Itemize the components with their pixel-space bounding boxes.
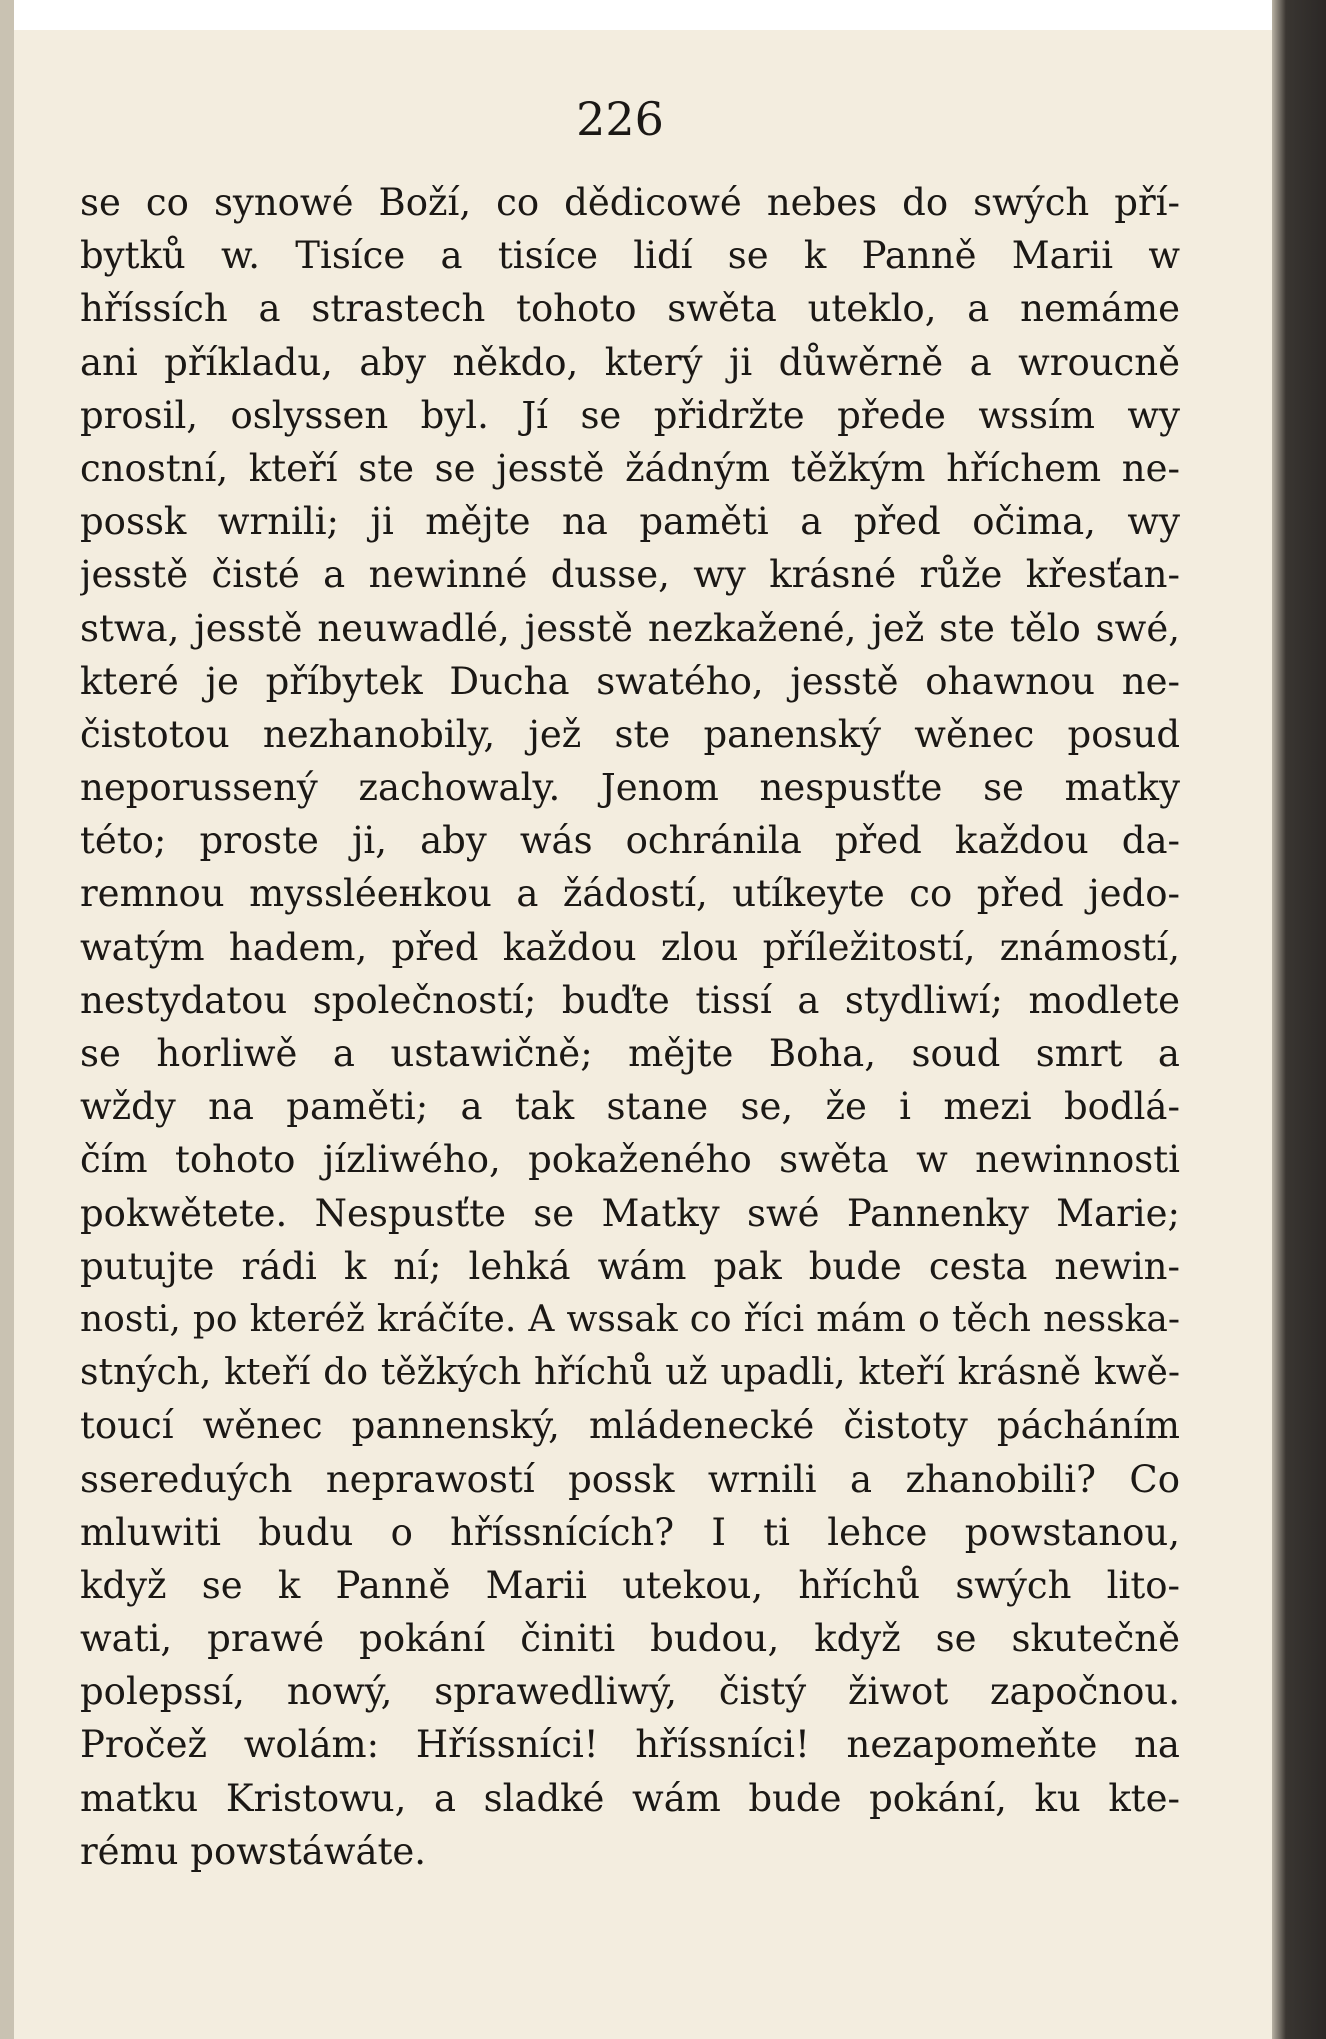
text-line: pokwětete. Nespusťte se Matky swé Pannenky Marie; bbox=[80, 1191, 1180, 1235]
text-line: hříssích a strastech tohoto swěta uteklo, a nemáme bbox=[80, 287, 1180, 331]
text-line: se horliwě a ustawičně; mějte Boha, soud smrt a bbox=[80, 1032, 1180, 1075]
text-line: ani příkladu, aby někdo, který ji důwěrně a wroucně bbox=[80, 340, 1180, 384]
text-line: čistotou nezhanobily, jež ste panenský wěnec posud bbox=[80, 712, 1180, 756]
text-line: wždy na paměti; a tak stane se, že i mezi bodlá- bbox=[80, 1085, 1180, 1129]
text-line: toucí wěnec pannenský, mládenecké čistoty pácháním bbox=[80, 1404, 1180, 1448]
scan-top-margin bbox=[0, 0, 1326, 30]
text-line: wati, prawé pokání činiti budou, když se skutečně bbox=[80, 1617, 1180, 1661]
text-line: ssereduých neprawostí possk wrnili a zhanobili? Co bbox=[80, 1457, 1180, 1501]
text-line: matku Kristowu, a sladké wám bude pokání, ku kte- bbox=[80, 1776, 1180, 1820]
text-line: této; proste ji, aby wás ochránila před každou da- bbox=[80, 819, 1180, 863]
body-text bbox=[80, 176, 1180, 1878]
text-line: jesstě čisté a newinné dusse, wy krásné růže křesťan- bbox=[80, 553, 1180, 597]
text-line: possk wrnili; ji mějte na paměti a před očima, wy bbox=[80, 500, 1180, 544]
text-line: když se k Panně Marii utekou, hříchů swých lito- bbox=[80, 1563, 1180, 1607]
text-line: putujte rádi k ní; lehká wám pak bude cesta newin- bbox=[80, 1244, 1180, 1288]
text-line: watým hadem, před každou zlou příležitostí, známostí, bbox=[80, 925, 1180, 969]
text-line: nestydatou společností; buďte tissí a stydliwí; modlete bbox=[80, 978, 1180, 1022]
text-line: stwa, jesstě neuwadlé, jesstě nezkažené, jež ste tělo swé, bbox=[80, 606, 1180, 650]
text-line: které je příbytek Ducha swatého, jesstě ohawnou ne- bbox=[80, 659, 1180, 703]
text-line: čím tohoto jízliwého, pokaženého swěta w newinnosti bbox=[80, 1138, 1180, 1182]
text-line: prosil, oslyssen byl. Jí se přidržte přede wssím wy bbox=[80, 393, 1180, 437]
text-line: se co synowé Boží, co dědicowé nebes do swých pří- bbox=[80, 181, 1180, 224]
text-line: polepssí, nowý, sprawedliwý, čistý žiwot započnou. bbox=[80, 1670, 1180, 1714]
text-line: remnou myssléенkou a žádostí, utíkeyte co před jedo- bbox=[80, 872, 1180, 916]
text-line: Pročež wolám: Hříssníci! hříssníci! nezapomeňte na bbox=[80, 1723, 1180, 1767]
text-line: stných, kteří do těžkých hříchů už upadli, kteří krásně kwě- bbox=[80, 1352, 1180, 1394]
text-line: nosti, po kteréž kráčíte. A wssak co říci mám o těch nesska- bbox=[80, 1298, 1180, 1340]
text-line: mluwiti budu o hříssnících? I ti lehce powstanou, bbox=[80, 1510, 1180, 1554]
scan-right-edge bbox=[1272, 0, 1326, 2039]
text-line: cnostní, kteří ste se jesstě žádným těžkým hříchem ne- bbox=[80, 446, 1180, 490]
scan-left-edge bbox=[0, 0, 14, 2039]
text-line: neporussený zachowaly. Jenom nespusťte se matky bbox=[80, 766, 1180, 810]
text-line: rému powstáwáte. bbox=[80, 1829, 427, 1873]
text-line: bytků w. Tisíce a tisíce lidí se k Panně Marii w bbox=[80, 234, 1180, 278]
page-number: 226 bbox=[576, 92, 664, 146]
